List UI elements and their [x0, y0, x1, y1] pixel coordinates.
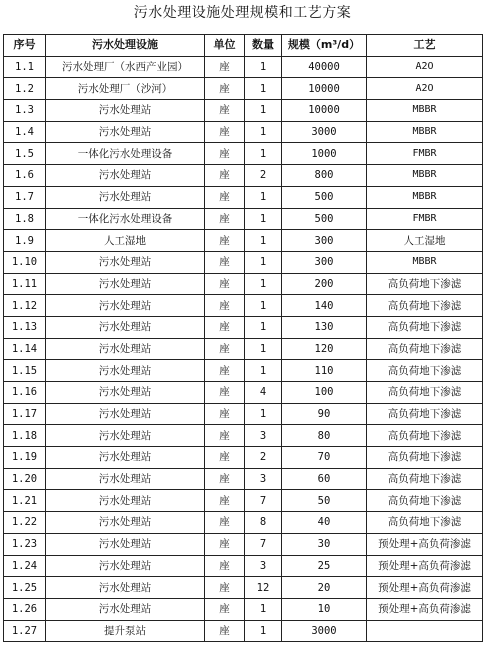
cell-process: 高负荷地下渗滤 — [367, 273, 483, 295]
cell-unit: 座 — [205, 577, 245, 599]
cell-no: 1.8 — [4, 208, 46, 230]
cell-no: 1.24 — [4, 555, 46, 577]
cell-count: 2 — [245, 165, 282, 187]
cell-scale: 20 — [282, 577, 367, 599]
cell-scale: 110 — [282, 360, 367, 382]
cell-unit: 座 — [205, 100, 245, 122]
cell-scale: 90 — [282, 403, 367, 425]
cell-unit: 座 — [205, 555, 245, 577]
cell-no: 1.5 — [4, 143, 46, 165]
cell-count: 1 — [245, 360, 282, 382]
cell-no: 1.1 — [4, 56, 46, 78]
cell-no: 1.4 — [4, 121, 46, 143]
cell-no: 1.17 — [4, 403, 46, 425]
cell-count: 1 — [245, 208, 282, 230]
cell-scale: 40000 — [282, 56, 367, 78]
cell-scale: 30 — [282, 533, 367, 555]
cell-facility: 污水处理站 — [46, 403, 205, 425]
header-count: 数量 — [245, 35, 282, 57]
cell-count: 12 — [245, 577, 282, 599]
cell-scale: 500 — [282, 208, 367, 230]
table-row — [4, 490, 483, 512]
document-title: 污水处理设施处理规模和工艺方案 — [133, 5, 352, 21]
cell-no: 1.7 — [4, 186, 46, 208]
cell-facility: 污水处理站 — [46, 382, 205, 404]
cell-facility: 污水处理厂（沙河） — [46, 78, 205, 100]
cell-scale: 40 — [282, 512, 367, 534]
cell-facility: 污水处理站 — [46, 598, 205, 620]
cell-scale: 80 — [282, 425, 367, 447]
table-row — [4, 251, 483, 273]
cell-process: 高负荷地下渗滤 — [367, 447, 483, 469]
cell-process: 高负荷地下渗滤 — [367, 338, 483, 360]
cell-unit: 座 — [205, 447, 245, 469]
cell-unit: 座 — [205, 403, 245, 425]
table-row — [4, 56, 483, 78]
cell-unit: 座 — [205, 186, 245, 208]
cell-unit: 座 — [205, 360, 245, 382]
cell-count: 1 — [245, 56, 282, 78]
cell-count: 1 — [245, 230, 282, 252]
cell-unit: 座 — [205, 230, 245, 252]
cell-facility: 污水处理站 — [46, 533, 205, 555]
cell-facility: 提升泵站 — [46, 620, 205, 642]
cell-facility: 污水处理站 — [46, 295, 205, 317]
cell-process: 预处理+高负荷渗滤 — [367, 577, 483, 599]
cell-unit: 座 — [205, 208, 245, 230]
table-row — [4, 273, 483, 295]
table-row — [4, 512, 483, 534]
cell-process — [367, 620, 483, 642]
cell-scale: 10000 — [282, 100, 367, 122]
cell-scale: 70 — [282, 447, 367, 469]
cell-count: 1 — [245, 100, 282, 122]
header-unit: 单位 — [205, 35, 245, 57]
cell-facility: 污水处理站 — [46, 251, 205, 273]
cell-no: 1.3 — [4, 100, 46, 122]
cell-unit: 座 — [205, 251, 245, 273]
cell-count: 1 — [245, 186, 282, 208]
cell-process: 预处理+高负荷渗滤 — [367, 598, 483, 620]
cell-scale: 3000 — [282, 121, 367, 143]
cell-unit: 座 — [205, 468, 245, 490]
cell-no: 1.14 — [4, 338, 46, 360]
cell-no: 1.19 — [4, 447, 46, 469]
cell-facility: 污水处理站 — [46, 316, 205, 338]
cell-facility: 污水处理站 — [46, 121, 205, 143]
cell-no: 1.20 — [4, 468, 46, 490]
cell-count: 3 — [245, 468, 282, 490]
cell-count: 3 — [245, 425, 282, 447]
cell-no: 1.22 — [4, 512, 46, 534]
header-facility: 污水处理设施 — [46, 35, 205, 57]
cell-facility: 污水处理站 — [46, 186, 205, 208]
cell-facility: 污水处理站 — [46, 425, 205, 447]
cell-unit: 座 — [205, 490, 245, 512]
cell-count: 2 — [245, 447, 282, 469]
cell-unit: 座 — [205, 316, 245, 338]
cell-no: 1.9 — [4, 230, 46, 252]
cell-unit: 座 — [205, 512, 245, 534]
table-row — [4, 468, 483, 490]
cell-process: 高负荷地下渗滤 — [367, 468, 483, 490]
cell-process: 高负荷地下渗滤 — [367, 490, 483, 512]
cell-process: FMBR — [367, 208, 483, 230]
table-header-row — [4, 35, 483, 57]
cell-no: 1.13 — [4, 316, 46, 338]
cell-count: 1 — [245, 251, 282, 273]
table-row — [4, 208, 483, 230]
table-row — [4, 403, 483, 425]
cell-scale: 25 — [282, 555, 367, 577]
cell-scale: 120 — [282, 338, 367, 360]
cell-unit: 座 — [205, 382, 245, 404]
cell-scale: 100 — [282, 382, 367, 404]
cell-facility: 污水处理站 — [46, 273, 205, 295]
header-process: 工艺 — [367, 35, 483, 57]
table-row — [4, 447, 483, 469]
cell-facility: 污水处理站 — [46, 555, 205, 577]
cell-scale: 300 — [282, 251, 367, 273]
table-row — [4, 598, 483, 620]
cell-count: 1 — [245, 78, 282, 100]
table-row — [4, 425, 483, 447]
cell-scale: 800 — [282, 165, 367, 187]
cell-scale: 200 — [282, 273, 367, 295]
table-row — [4, 533, 483, 555]
cell-unit: 座 — [205, 295, 245, 317]
cell-count: 3 — [245, 555, 282, 577]
cell-count: 1 — [245, 338, 282, 360]
cell-process: 高负荷地下渗滤 — [367, 403, 483, 425]
cell-no: 1.2 — [4, 78, 46, 100]
cell-process: 高负荷地下渗滤 — [367, 382, 483, 404]
cell-facility: 污水处理站 — [46, 338, 205, 360]
cell-process: MBBR — [367, 121, 483, 143]
facility-table — [3, 34, 483, 642]
cell-scale: 10 — [282, 598, 367, 620]
cell-count: 7 — [245, 490, 282, 512]
cell-no: 1.12 — [4, 295, 46, 317]
cell-no: 1.16 — [4, 382, 46, 404]
cell-process: A2O — [367, 56, 483, 78]
cell-unit: 座 — [205, 598, 245, 620]
cell-count: 1 — [245, 403, 282, 425]
cell-process: MBBR — [367, 165, 483, 187]
cell-no: 1.15 — [4, 360, 46, 382]
cell-count: 1 — [245, 121, 282, 143]
cell-count: 8 — [245, 512, 282, 534]
table-row — [4, 338, 483, 360]
cell-facility: 污水处理站 — [46, 100, 205, 122]
table-row — [4, 555, 483, 577]
table-row — [4, 295, 483, 317]
cell-count: 1 — [245, 598, 282, 620]
cell-scale: 60 — [282, 468, 367, 490]
cell-facility: 污水处理站 — [46, 577, 205, 599]
header-scale: 规模（m³/d） — [282, 35, 367, 57]
cell-process: 高负荷地下渗滤 — [367, 316, 483, 338]
cell-facility: 污水处理站 — [46, 468, 205, 490]
table-row — [4, 165, 483, 187]
cell-scale: 500 — [282, 186, 367, 208]
cell-process: 人工湿地 — [367, 230, 483, 252]
cell-no: 1.6 — [4, 165, 46, 187]
table-row — [4, 577, 483, 599]
cell-no: 1.21 — [4, 490, 46, 512]
table-row — [4, 230, 483, 252]
table-row — [4, 78, 483, 100]
cell-process: FMBR — [367, 143, 483, 165]
cell-no: 1.23 — [4, 533, 46, 555]
table-row — [4, 121, 483, 143]
table-row — [4, 100, 483, 122]
cell-unit: 座 — [205, 165, 245, 187]
cell-count: 1 — [245, 316, 282, 338]
header-no: 序号 — [4, 35, 46, 57]
cell-facility: 污水处理站 — [46, 512, 205, 534]
cell-process: 高负荷地下渗滤 — [367, 360, 483, 382]
cell-scale: 300 — [282, 230, 367, 252]
cell-process: MBBR — [367, 251, 483, 273]
cell-facility: 人工湿地 — [46, 230, 205, 252]
cell-unit: 座 — [205, 338, 245, 360]
cell-unit: 座 — [205, 620, 245, 642]
cell-no: 1.26 — [4, 598, 46, 620]
cell-scale: 3000 — [282, 620, 367, 642]
cell-count: 4 — [245, 382, 282, 404]
cell-no: 1.25 — [4, 577, 46, 599]
table-row — [4, 316, 483, 338]
cell-process: 预处理+高负荷渗滤 — [367, 533, 483, 555]
cell-scale: 10000 — [282, 78, 367, 100]
cell-facility: 污水处理厂（水西产业园） — [46, 56, 205, 78]
cell-count: 1 — [245, 620, 282, 642]
cell-unit: 座 — [205, 533, 245, 555]
cell-facility: 污水处理站 — [46, 447, 205, 469]
table-row — [4, 382, 483, 404]
cell-facility: 一体化污水处理设备 — [46, 143, 205, 165]
table-row — [4, 143, 483, 165]
cell-no: 1.27 — [4, 620, 46, 642]
cell-process: MBBR — [367, 100, 483, 122]
cell-no: 1.11 — [4, 273, 46, 295]
cell-unit: 座 — [205, 121, 245, 143]
cell-scale: 130 — [282, 316, 367, 338]
table-body — [4, 56, 483, 642]
cell-process: 高负荷地下渗滤 — [367, 425, 483, 447]
cell-unit: 座 — [205, 425, 245, 447]
cell-process: MBBR — [367, 186, 483, 208]
cell-process: 高负荷地下渗滤 — [367, 295, 483, 317]
cell-scale: 1000 — [282, 143, 367, 165]
cell-count: 7 — [245, 533, 282, 555]
cell-count: 1 — [245, 143, 282, 165]
cell-process: 高负荷地下渗滤 — [367, 512, 483, 534]
table-row — [4, 360, 483, 382]
cell-facility: 污水处理站 — [46, 360, 205, 382]
table-row — [4, 620, 483, 642]
cell-unit: 座 — [205, 273, 245, 295]
cell-no: 1.18 — [4, 425, 46, 447]
cell-facility: 污水处理站 — [46, 165, 205, 187]
cell-count: 1 — [245, 273, 282, 295]
cell-facility: 一体化污水处理设备 — [46, 208, 205, 230]
cell-unit: 座 — [205, 56, 245, 78]
cell-unit: 座 — [205, 78, 245, 100]
cell-no: 1.10 — [4, 251, 46, 273]
cell-scale: 50 — [282, 490, 367, 512]
cell-process: 预处理+高负荷渗滤 — [367, 555, 483, 577]
cell-count: 1 — [245, 295, 282, 317]
table-row — [4, 186, 483, 208]
cell-unit: 座 — [205, 143, 245, 165]
cell-facility: 污水处理站 — [46, 490, 205, 512]
cell-process: A2O — [367, 78, 483, 100]
cell-scale: 140 — [282, 295, 367, 317]
